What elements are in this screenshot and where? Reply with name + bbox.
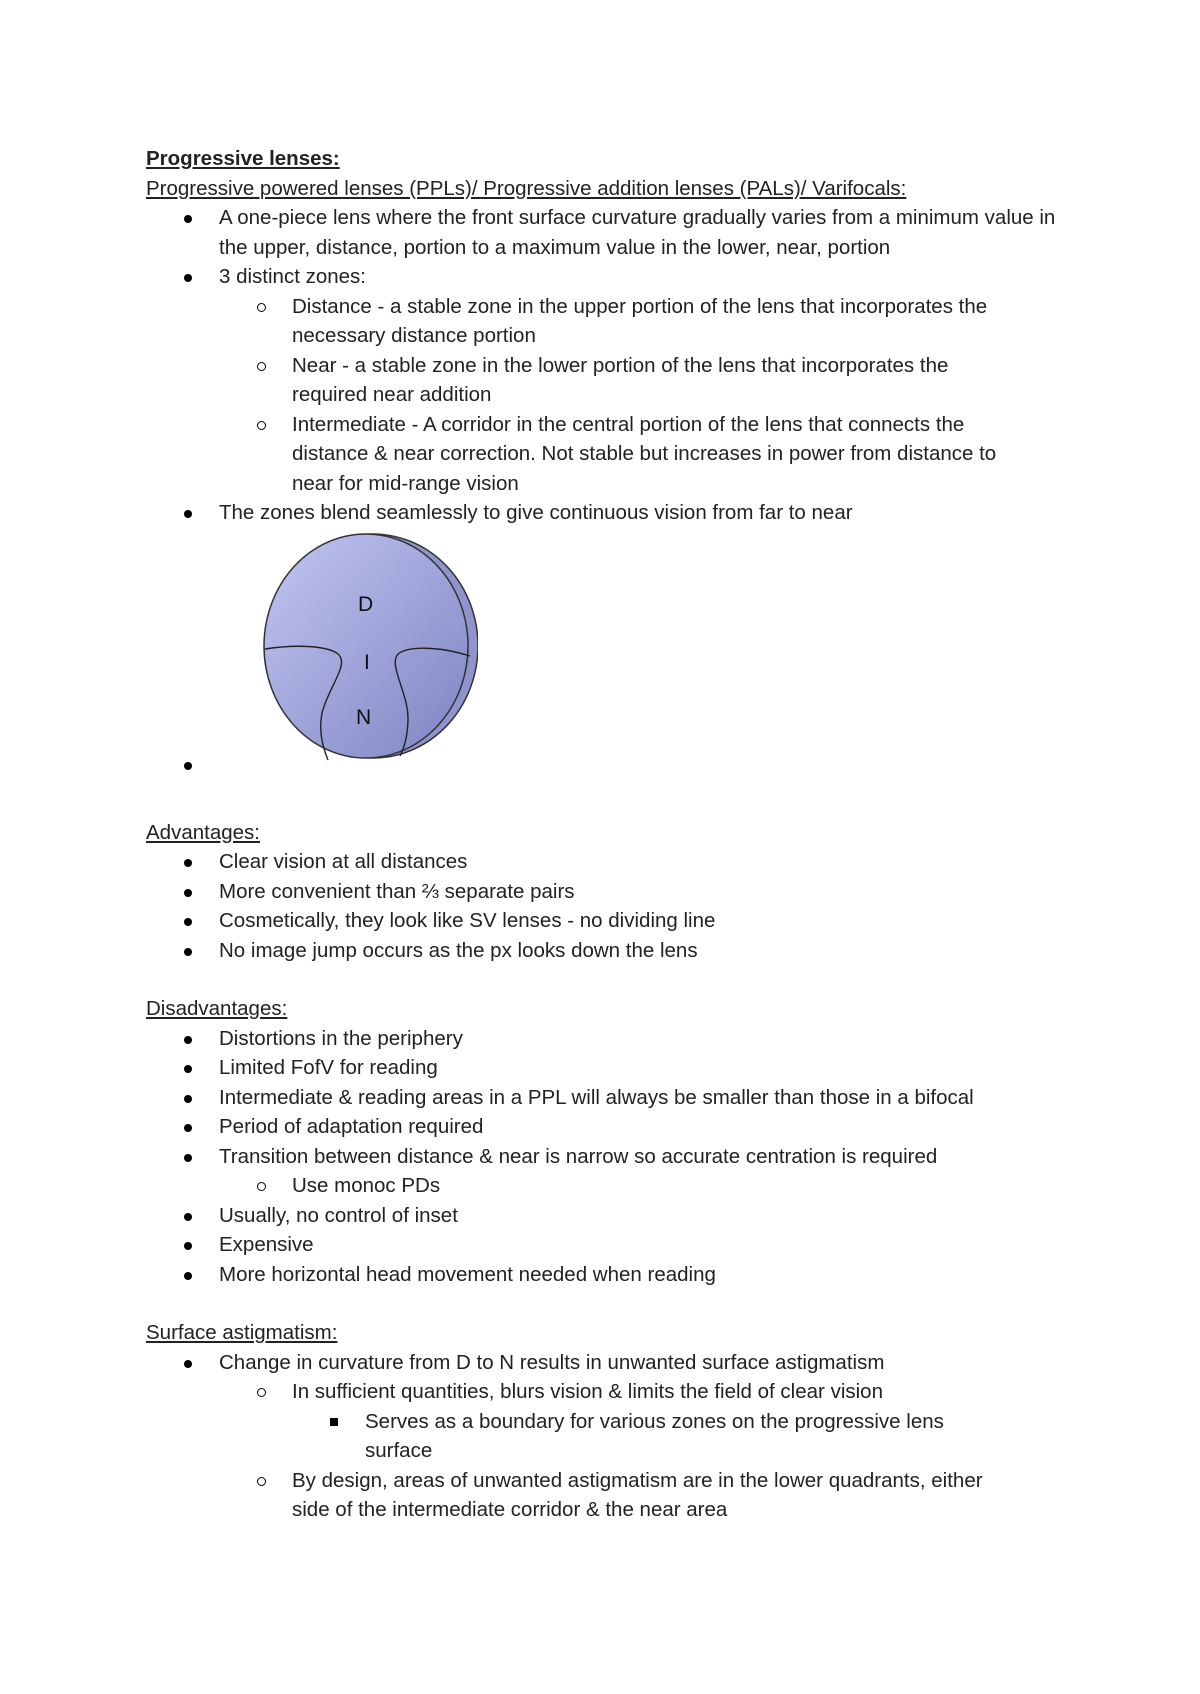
bullet-icon [184, 1095, 192, 1103]
list-item: The zones blend seamlessly to give continuous vision from far to near [146, 498, 1086, 528]
list-item: Period of adaptation required [146, 1112, 1086, 1142]
zone-label-near: N [356, 705, 372, 729]
bullet-icon [184, 1065, 192, 1073]
bullet-icon [184, 889, 192, 897]
bullet-icon [184, 918, 192, 926]
section-subtitle: Progressive powered lenses (PPLs)/ Progressive addition lenses (PALs)/ Varifocals: [146, 176, 907, 200]
advantages-list [146, 847, 1086, 965]
list-item: More convenient than ⅔ separate pairs [146, 877, 1086, 907]
list-item: 3 distinct zones: [146, 262, 1086, 292]
list-item: More horizontal head movement needed when reading [146, 1260, 1086, 1290]
hollow-bullet-icon [257, 362, 266, 371]
bullet-icon [184, 1242, 192, 1250]
bullet-icon [184, 859, 192, 867]
surface-astigmatism-heading: Surface astigmatism: [146, 1321, 338, 1344]
list-item: Intermediate & reading areas in a PPL will always be smaller than those in a bifocal [146, 1083, 1086, 1113]
lens-figure-item [146, 528, 1086, 789]
list-item: No image jump occurs as the px looks down the lens [146, 936, 1086, 966]
surface-astigmatism-list [146, 1348, 1086, 1525]
list-item: Clear vision at all distances [146, 847, 1086, 877]
advantages-heading: Advantages: [146, 820, 260, 844]
bullet-icon [184, 1124, 192, 1132]
hollow-bullet-icon [257, 1182, 266, 1191]
disadvantages-heading: Disadvantages: [146, 997, 288, 1020]
zone-item-near: Near - a stable zone in the lower portion of the lens that incorporates the required near addition [146, 351, 1086, 410]
bullet-icon [184, 215, 192, 223]
sub-list-item: By design, areas of unwanted astigmatism are in the lower quadrants, either side of the intermediate corridor & the near area [146, 1466, 1086, 1525]
zone-label-distance: D [358, 592, 374, 616]
list-item: Limited FofV for reading [146, 1053, 1086, 1083]
bullet-icon [184, 762, 192, 770]
zone-item-intermediate: Intermediate - A corridor in the central portion of the lens that connects the distance & near correction. Not stable but increases in power from distance to near for mid-range vision [146, 410, 1086, 499]
square-bullet-icon [330, 1418, 338, 1426]
intro-list [146, 203, 1086, 789]
bullet-icon [184, 1036, 192, 1044]
list-item: Cosmetically, they look like SV lenses - no dividing line [146, 906, 1086, 936]
list-item: A one-piece lens where the front surface curvature gradually varies from a minimum value in the upper, distance, portion to a maximum value in the lower, near, portion [146, 203, 1086, 262]
hollow-bullet-icon [257, 1477, 266, 1486]
list-item: Usually, no control of inset [146, 1201, 1086, 1231]
bullet-icon [184, 1154, 192, 1162]
list-item: Distortions in the periphery [146, 1024, 1086, 1054]
disadvantages-list [146, 1024, 1086, 1290]
zone-item-distance: Distance - a stable zone in the upper portion of the lens that incorporates the necessary distance portion [146, 292, 1086, 351]
hollow-bullet-icon [257, 1388, 266, 1397]
bullet-icon [184, 1360, 192, 1368]
list-item: Change in curvature from D to N results in unwanted surface astigmatism [146, 1348, 1086, 1378]
sub-sub-list-item: Serves as a boundary for various zones on the progressive lens surface [146, 1407, 1086, 1466]
sub-list-item: In sufficient quantities, blurs vision & limits the field of clear vision [146, 1377, 1086, 1407]
bullet-icon [184, 510, 192, 518]
bullet-icon [184, 1272, 192, 1280]
hollow-bullet-icon [257, 421, 266, 430]
list-item: Transition between distance & near is narrow so accurate centration is required [146, 1142, 1086, 1172]
page-title: Progressive lenses: [146, 147, 340, 170]
intro-section [146, 144, 1086, 1525]
bullet-icon [184, 274, 192, 282]
bullet-icon [184, 1213, 192, 1221]
list-item: Expensive [146, 1230, 1086, 1260]
bullet-icon [184, 948, 192, 956]
progressive-lens-diagram [258, 528, 478, 768]
hollow-bullet-icon [257, 303, 266, 312]
zone-label-intermediate: I [364, 650, 370, 674]
sub-list-item: Use monoc PDs [146, 1171, 1086, 1201]
